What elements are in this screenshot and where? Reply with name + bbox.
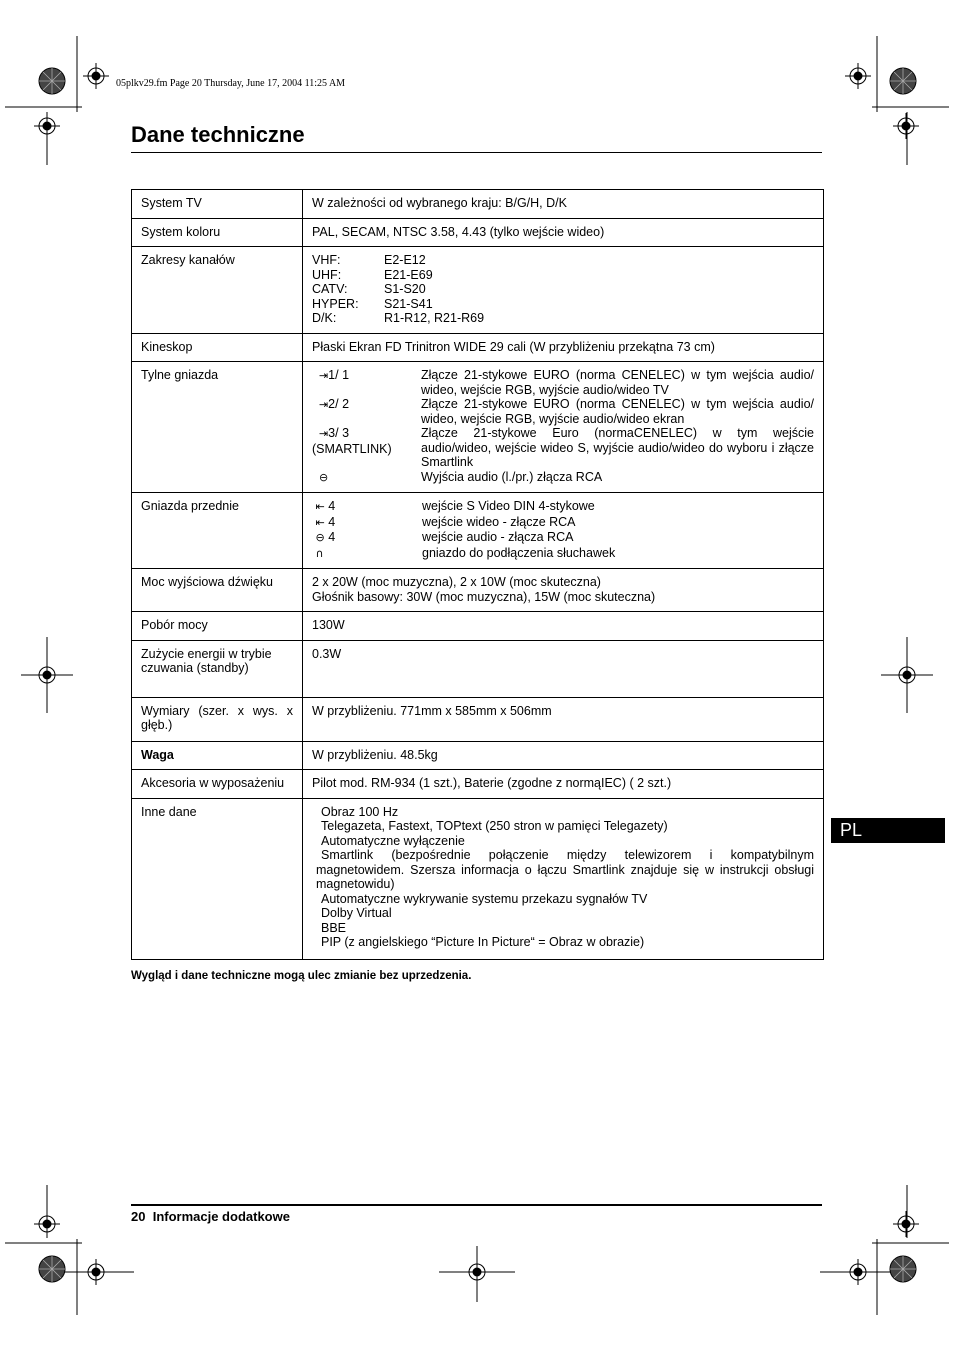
row-value: 0.3W xyxy=(303,640,824,697)
registration-mark-icon xyxy=(58,1259,134,1285)
registration-mark-icon xyxy=(21,637,73,713)
row-value: W przybliżeniu. 771mm x 585mm x 506mm xyxy=(303,697,824,741)
row-value: Pilot mod. RM-934 (1 szt.), Baterie (zgodne z normąIEC) ( 2 szt.) xyxy=(303,770,824,799)
list-item: PIP (z angielskiego “Picture In Picture“ = Obraz w obrazie) xyxy=(321,935,645,949)
row-label: Waga xyxy=(132,741,303,770)
socket-desc: Złącze 21-stykowe EURO (norma CENELEC) w tym wejścia audio/ wideo, wejście RGB, wyjście audio/wideo ekran xyxy=(421,397,814,426)
scart-in-icon: ⇥ xyxy=(318,369,329,382)
band-range: E21-E69 xyxy=(384,267,433,282)
row-value: 130W xyxy=(303,612,824,641)
language-tab: PL xyxy=(831,818,945,843)
band-name: HYPER: xyxy=(312,296,359,311)
row-label: Gniazda przednie xyxy=(132,493,303,569)
row-label: Kineskop xyxy=(132,333,303,362)
band-range: S1-S20 xyxy=(384,282,426,296)
registration-mark-icon xyxy=(845,63,871,89)
row-label: Tylne gniazda xyxy=(132,362,303,493)
list-item: Automatyczne wyłączenie xyxy=(321,833,465,848)
color-wheel-icon xyxy=(889,67,917,95)
page-number: 20 xyxy=(131,1209,146,1224)
page-title: Dane techniczne xyxy=(131,122,305,147)
list-item: Telegazeta, Fastext, TOPtext (250 stron w pamięci Telegazety) xyxy=(321,819,668,833)
row-label: Inne dane xyxy=(132,798,303,959)
s-video-icon: ⇤ xyxy=(315,500,325,513)
color-wheel-icon xyxy=(38,1255,66,1283)
band-range: E2-E12 xyxy=(384,253,426,267)
socket-id: ⇥1/ 1 xyxy=(318,368,350,382)
row-label: Wymiary (szer. x wys. x głęb.) xyxy=(132,697,303,741)
disclaimer-note: Wygląd i dane techniczne mogą ulec zmianie bez uprzedzenia. xyxy=(131,970,472,982)
file-header-line: 05plkv29.fm Page 20 Thursday, June 17, 2004 11:25 AM xyxy=(116,78,346,89)
list-item: Automatyczne wykrywanie systemu przekazu sygnałów TV xyxy=(321,891,648,906)
scart-in-icon: ⇥ xyxy=(318,398,329,411)
section-name: Informacje dodatkowe xyxy=(152,1209,290,1224)
band-range: S21-S41 xyxy=(384,296,433,311)
socket-desc: Złącze 21-stykowe Euro (normaCENELEC) w tym wejście audio/wideo, wejście wideo S, wyjście audio/wideo do wyboru i złącze Smartlink xyxy=(421,426,814,469)
list-item: Dolby Virtual xyxy=(321,906,392,920)
color-wheel-icon xyxy=(38,67,66,95)
registration-mark-icon xyxy=(34,113,60,139)
row-label: Zużycie energii w trybie czuwania (standby) xyxy=(132,640,303,697)
row-value: PAL, SECAM, NTSC 3.58, 4.43 (tylko wejście wideo) xyxy=(303,218,824,247)
socket-desc: wejście S Video DIN 4-stykowe xyxy=(422,499,595,513)
registration-mark-icon xyxy=(439,1246,515,1302)
socket-desc: wejście audio - złącza RCA xyxy=(422,530,574,544)
row-label: Moc wyjściowa dźwięku xyxy=(132,569,303,612)
list-item: Smartlink (bezpośrednie połączenie między telewizorem i kompatybilnym magnetowidem. Szersza informacja o łączu Smartlink znajduje się w instrukcji obsługi magnetowidu) xyxy=(316,848,814,891)
socket-desc: Wyjścia audio (l./pr.) złącza RCA xyxy=(421,469,603,484)
row-label: Zakresy kanałów xyxy=(132,247,303,334)
registration-mark-icon xyxy=(820,1259,896,1285)
band-name: CATV: xyxy=(312,282,348,296)
row-value: Płaski Ekran FD Trinitron WIDE 29 cali (W przybliżeniu przekątna 73 cm) xyxy=(303,333,824,362)
video-in-icon: ⇤ xyxy=(315,515,325,529)
row-label: Akcesoria w wyposażeniu xyxy=(132,770,303,799)
socket-id: ⇥2/ 2 xyxy=(318,397,350,411)
scart-in-icon: ⇥ xyxy=(318,427,329,440)
row-label: System koloru xyxy=(132,218,303,247)
socket-desc: gniazdo do podłączenia słuchawek xyxy=(422,545,616,560)
list-item: Obraz 100 Hz xyxy=(321,804,399,819)
row-label: System TV xyxy=(132,190,303,219)
band-name: D/K: xyxy=(312,311,337,325)
row-label: Pobór mocy xyxy=(132,612,303,641)
registration-mark-icon xyxy=(881,637,933,713)
socket-id: ⇥3/ 3 (SMARTLINK) xyxy=(312,426,392,456)
row-value: ⇤ 4 wejście S Video DIN 4-stykowe ⇤ 4 wejście wideo - złącze RCA ⊖ 4 wejście audio - złącza RCA ∩ gniazdo do podłączenia słuchawek xyxy=(303,493,824,569)
socket-desc: Złącze 21-stykowe EURO (norma CENELEC) w tym wejścia audio/ wideo, wejście RGB, wyjście audio/wideo TV xyxy=(421,368,814,397)
band-name: VHF: xyxy=(312,253,341,267)
headphones-icon: ∩ xyxy=(315,546,324,560)
row-value: W zależności od wybranego kraju: B/G/H, D/K xyxy=(303,190,824,219)
socket-desc: wejście wideo - złącze RCA xyxy=(422,514,576,529)
registration-mark-icon xyxy=(893,1211,919,1237)
band-range: R1-R12, R21-R69 xyxy=(384,311,485,325)
row-value: 2 x 20W (moc muzyczna), 2 x 10W (moc skuteczna) Głośnik basowy: 30W (moc muzyczna), 15W (moc skuteczna) xyxy=(303,569,824,612)
band-name: UHF: xyxy=(312,267,342,282)
registration-mark-icon xyxy=(34,1211,60,1237)
registration-mark-icon xyxy=(893,113,919,139)
audio-out-icon: ⊖ xyxy=(318,470,329,484)
list-item: BBE xyxy=(321,920,347,935)
audio-in-icon: ⊖ xyxy=(315,531,325,544)
color-wheel-icon xyxy=(889,1255,917,1283)
row-value: W przybliżeniu. 48.5kg xyxy=(303,741,824,770)
registration-mark-icon xyxy=(83,63,109,89)
